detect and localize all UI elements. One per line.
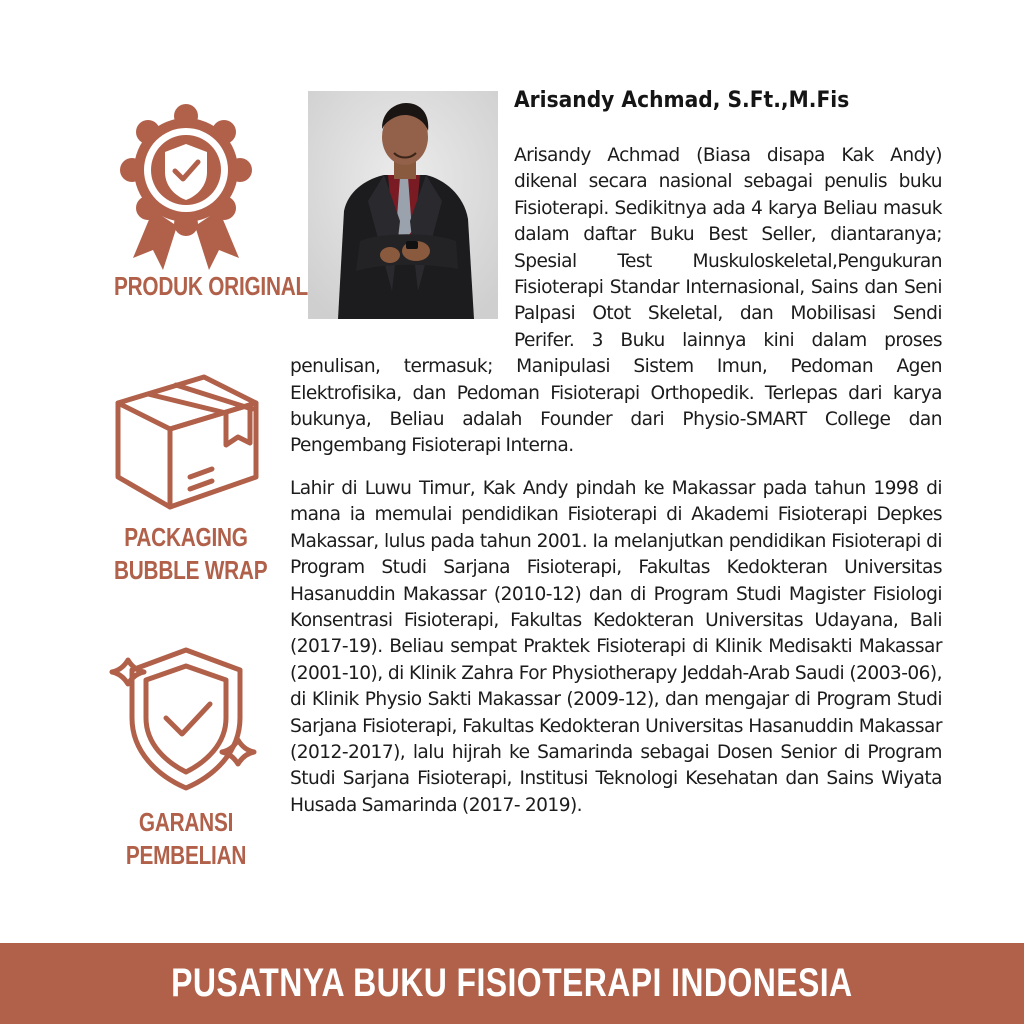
badge-label-line-2: BUBBLE WRAP xyxy=(114,555,268,585)
shield-check-sparkle-icon xyxy=(96,638,276,798)
author-bio xyxy=(290,143,942,835)
badge-packaging-bubble-wrap xyxy=(96,365,276,587)
footer-banner xyxy=(0,943,1024,1024)
badge-label-line-1: GARANSI xyxy=(138,807,234,837)
badge-label-line-2: PEMBELIAN xyxy=(125,840,247,870)
bio-paragraph-1: Arisandy Achmad (Biasa disapa Kak Andy) dikenal secara nasional sebagai penulis buku Fisioterapi. Sedikitnya ada 4 karya Beliau masuk dalam daftar Buku Best Seller, diantaranya; Spesial Test Muskuloskeletal,Pengukuran Fisioterapi Standar Internasional, Sains dan Seni Palpasi Otot Skeletal, dan Mobilisasi Sendi Perifer. 3 Buku lainnya kini dalam proses penulisan, termasuk; Manipulasi Sistem Imun, Pedoman Agen Elektrofisika, dan Pedoman Fisioterapi Orthopedik. Terlepas dari karya bukunya, Beliau adalah Founder dari Physio-SMART College dan Pengembang Fisioterapi Interna. xyxy=(290,145,942,457)
badge-produk-original xyxy=(96,98,309,303)
bio-paragraph-2: Lahir di Luwu Timur, Kak Andy pindah ke Makassar pada tahun 1998 di mana ia memulai pendidikan Fisioterapi di Akademi Fisioterapi Depkes Makassar, lulus pada tahun 2001. Ia melanjutkan pendidikan Fisioterapi di Program Studi Sarjana Fisioterapi, Fakultas Kedokteran Universitas Hasanuddin Makassar (2010-12) dan di Program Studi Magister Fisiologi Konsentrasi Fisioterapi, Fakultas Kedokteran Universitas Udayana, Bali (2017-19). Beliau sempat Praktek Fisioterapi di Klinik Medisakti Makassar (2001-10), di Klinik Zahra For Physiotherapy Jeddah-Arab Saudi (2003-06), di Klinik Physio Sakti Makassar (2009-12), dan mengajar di Program Studi Sarjana Fisioterapi, Fakultas Kedokteran Universitas Hasanuddin Makassar (2012-2017), lalu hijrah ke Samarinda sebagai Dosen Senior di Program Studi Sarjana Fisioterapi, Institusi Teknologi Kesehatan dan Sains Wiyata Husada Samarinda (2017- 2019). xyxy=(290,477,942,816)
badge-garansi-pembelian xyxy=(96,638,276,872)
award-shield-check-icon xyxy=(96,98,276,278)
author-name: Arisandy Achmad, S.Ft.,M.Fis xyxy=(514,88,850,113)
footer-title: PUSATNYA BUKU FISIOTERAPI INDONESIA xyxy=(171,961,853,1005)
badge-label-line-1: PACKAGING xyxy=(124,522,248,552)
package-box-icon xyxy=(96,365,276,525)
badge-label: PRODUK ORIGINAL xyxy=(114,271,309,301)
photo-wrap-spacer xyxy=(290,143,514,328)
